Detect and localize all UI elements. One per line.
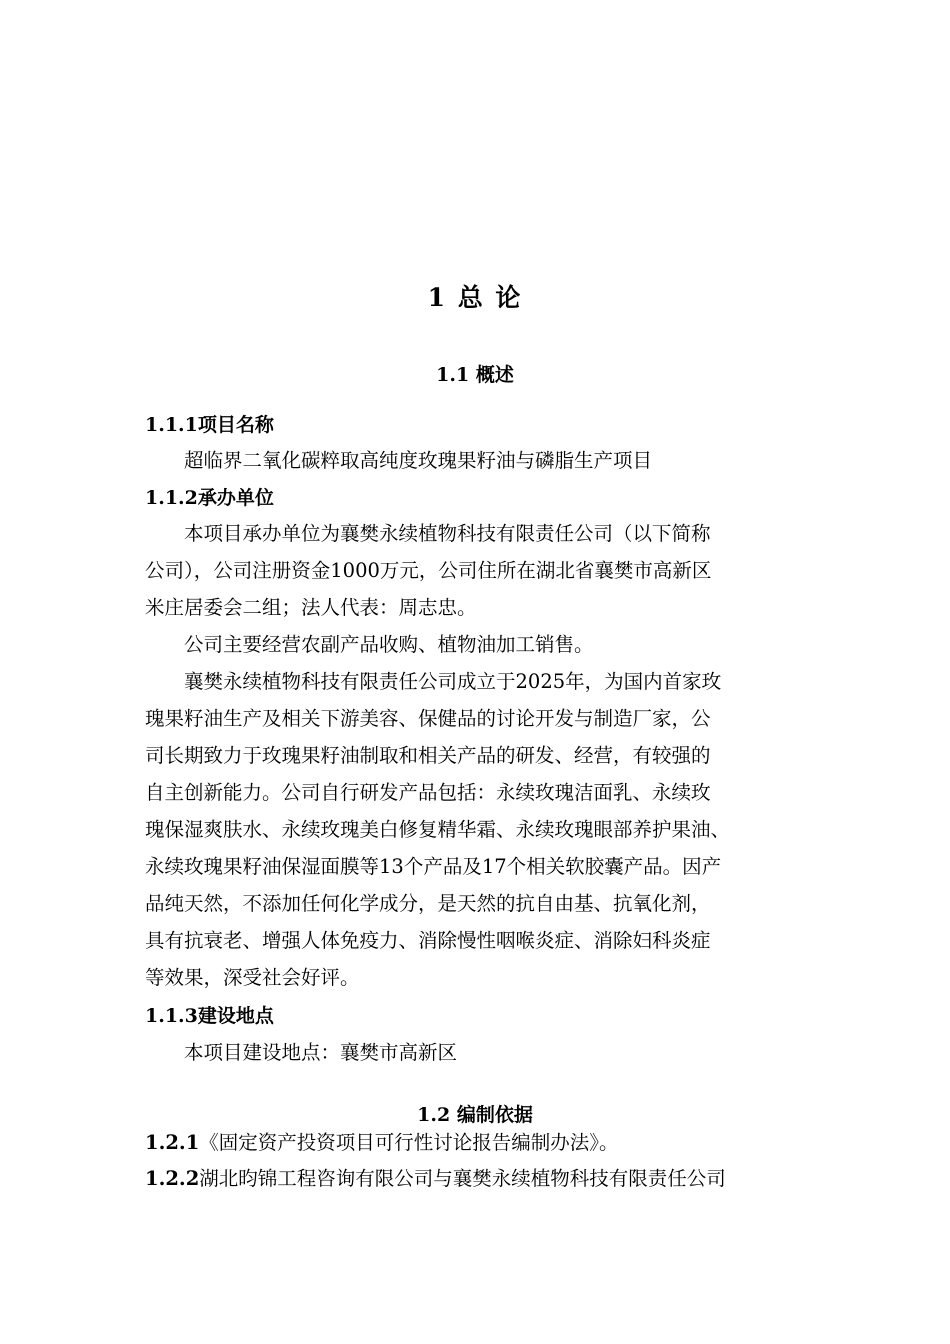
subheading-organizer: 1.1.2承办单位 xyxy=(145,487,274,509)
reference-item xyxy=(145,1163,726,1191)
reference-text: 《固定资产投资项目可行性讨论报告编制办法》。 xyxy=(199,1131,619,1154)
organizer-paragraph-1 xyxy=(145,515,805,626)
location-text: 本项目建设地点：襄樊市高新区 xyxy=(184,1041,458,1064)
text-line: 瑰果籽油生产及相关下游美容、保健品的讨论开发与制造厂家，公 xyxy=(145,707,711,730)
text-line: 品纯天然，不添加任何化学成分，是天然的抗自由基、抗氧化剂， xyxy=(145,892,711,915)
paragraph-organizer xyxy=(145,515,805,996)
reference-number: 1.2.2 xyxy=(145,1167,200,1190)
text-line: 瑰保湿爽肤水、永续玫瑰美白修复精华霜、永续玫瑰眼部养护果油、 xyxy=(145,818,731,841)
subheading-location: 1.1.3建设地点 xyxy=(145,1005,274,1027)
organizer-paragraph-3 xyxy=(145,663,805,996)
text-line: 公司），公司注册资金1000万元，公司住所在湖北省襄樊市高新区 xyxy=(145,559,712,582)
subheading-project-name: 1.1.1项目名称 xyxy=(145,414,274,436)
text-line: 自主创新能力。公司自行研发产品包括：永续玫瑰洁面乳、永续玫 xyxy=(145,781,711,804)
paragraph-location xyxy=(145,1034,805,1071)
paragraph-project-name xyxy=(145,442,805,479)
project-name-text: 超临界二氧化碳粹取高纯度玫瑰果籽油与磷脂生产项目 xyxy=(184,449,653,472)
text-line: 司长期致力于玫瑰果籽油制取和相关产品的研发、经营，有较强的 xyxy=(145,744,711,767)
section-title-overview: 1.1 概述 xyxy=(436,364,514,386)
text-line: 永续玫瑰果籽油保湿面膜等13个产品及17个相关软胶囊产品。因产 xyxy=(145,855,722,878)
chapter-title: 1 总 论 xyxy=(427,283,523,312)
reference-number: 1.2.1 xyxy=(145,1131,200,1154)
reference-item xyxy=(145,1127,619,1155)
section-title-basis: 1.2 编制依据 xyxy=(417,1104,533,1126)
text-line: 具有抗衰老、增强人体免疫力、消除慢性咽喉炎症、消除妇科炎症 xyxy=(145,929,711,952)
organizer-paragraph-2: 公司主要经营农副产品收购、植物油加工销售。 xyxy=(184,633,594,656)
text-line: 襄樊永续植物科技有限责任公司成立于2025年，为国内首家玫 xyxy=(184,670,722,693)
reference-text: 湖北昀锦工程咨询有限公司与襄樊永续植物科技有限责任公司 xyxy=(199,1167,726,1190)
text-line: 本项目承办单位为襄樊永续植物科技有限责任公司（以下简称 xyxy=(184,522,711,545)
text-line: 等效果，深受社会好评。 xyxy=(145,966,360,989)
text-line: 米庄居委会二组；法人代表：周志忠。 xyxy=(145,596,477,619)
